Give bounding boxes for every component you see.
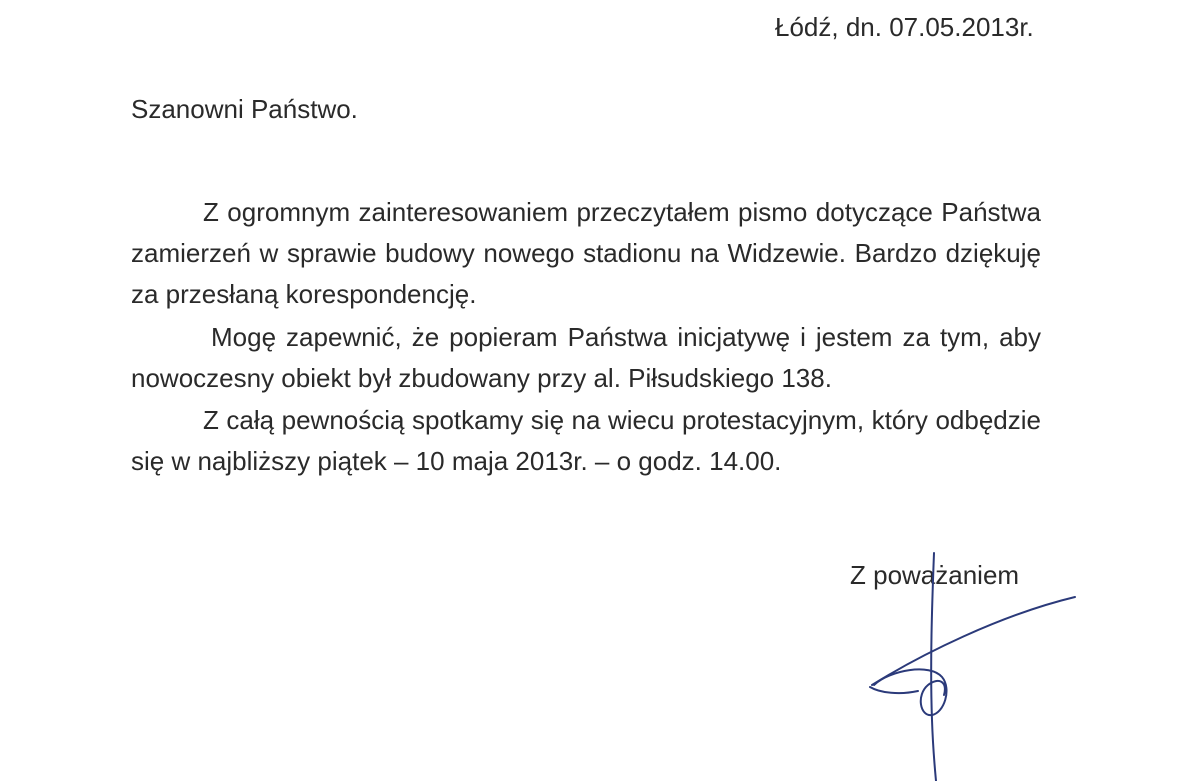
paragraph-1: Z ogromnym zainteresowaniem przeczytałem pismo dotyczące Państwa zamierzeń w sprawie budowy nowego stadionu na Widzewie. Bardzo dziękuję za przesłaną korespondencję. [131,197,1041,309]
paragraph-2: Mogę zapewnić, że popieram Państwa inicjatywę i jestem za tym, aby nowoczesny obiekt był zbudowany przy al. Piłsudskiego 138. [131,322,1041,393]
signature-vertical-stroke [931,553,936,781]
paragraph-3-block [131,400,1041,482]
paragraph-2-block [131,317,1041,399]
paragraph-3: Z całą pewnością spotkamy się na wiecu protestacyjnym, który odbędzie się w najbliższy piątek – 10 maja 2013r. – o godz. 14.00. [131,405,1041,476]
handwritten-signature [860,545,1080,781]
salutation: Szanowni Państwo. [131,94,358,124]
paragraph-1-block [131,192,1041,315]
signature-tail [870,687,918,693]
closing: Z poważaniem [850,560,1020,590]
place-date: Łódź, dn. 07.05.2013r. [775,12,1034,42]
